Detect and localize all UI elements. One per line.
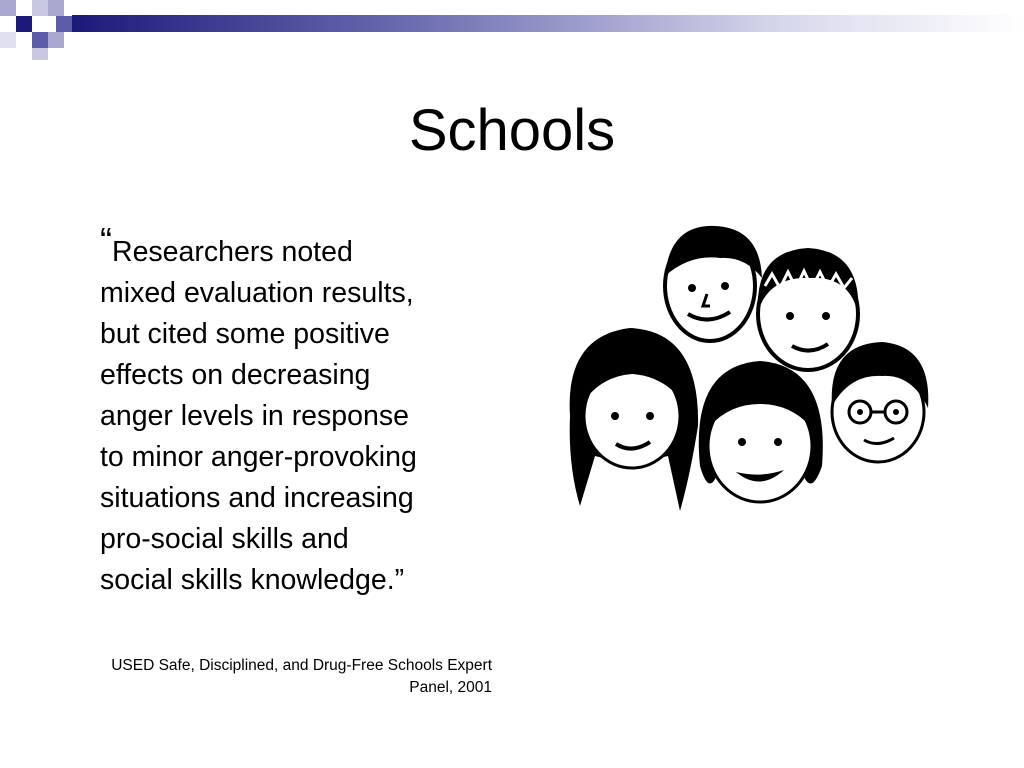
deco-square bbox=[32, 32, 48, 48]
face-icon bbox=[832, 342, 929, 462]
citation: USED Safe, Disciplined, and Drug-Free Schools Expert Panel, 2001 bbox=[111, 657, 492, 696]
deco-square bbox=[0, 0, 16, 16]
deco-square bbox=[32, 48, 48, 60]
deco-square bbox=[16, 16, 32, 32]
face-icon bbox=[570, 328, 698, 511]
deco-square bbox=[32, 0, 48, 16]
slide-title: Schools bbox=[408, 98, 616, 163]
deco-square bbox=[48, 0, 64, 16]
open-quote-mark: “ bbox=[100, 220, 112, 261]
header-gradient-bar bbox=[72, 15, 1024, 32]
quote-text bbox=[100, 220, 500, 601]
deco-square bbox=[0, 32, 16, 48]
deco-square bbox=[48, 32, 64, 48]
deco-square bbox=[56, 16, 72, 32]
face-icon bbox=[699, 361, 823, 502]
quote-body: Researchers noted mixed evaluation results, but cited some positive effects on decreasing anger levels in response to minor anger-provoking situations and increasing pro-social skills and social skills knowledge.” bbox=[100, 236, 417, 596]
face-icon bbox=[758, 248, 858, 370]
children-faces-clipart-icon bbox=[560, 216, 940, 528]
face-icon bbox=[665, 226, 762, 341]
